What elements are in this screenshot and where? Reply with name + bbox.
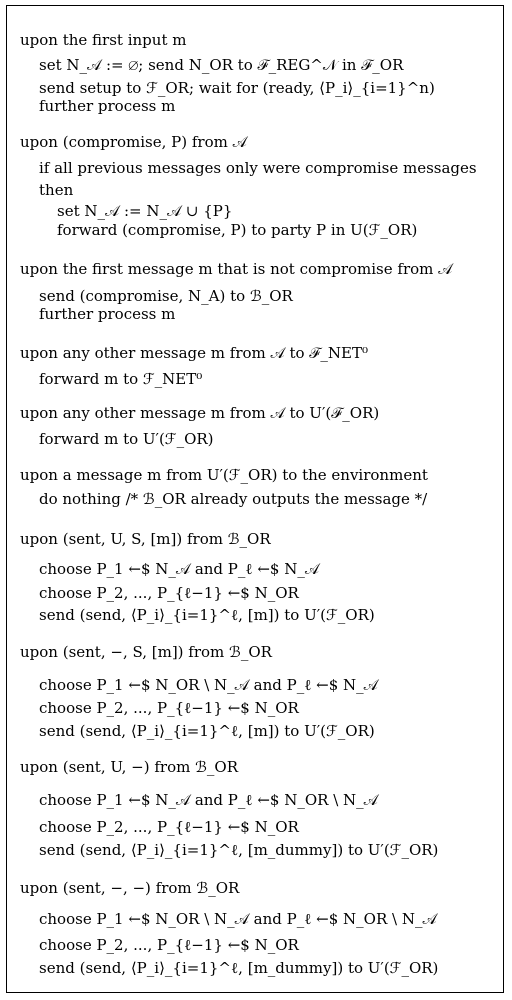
block-9-heading: upon (sent, −, −) from ℬ_OR — [20, 879, 240, 897]
block-2-line-2: further process m — [39, 305, 176, 323]
block-0-line-3: further process m — [39, 97, 176, 115]
block-7-line-2: choose P_2, ..., P_{ℓ−1} ←$ N_OR — [39, 699, 299, 717]
block-2-line-1: send (compromise, N_A) to ℬ_OR — [39, 287, 293, 305]
block-6-line-3: send (send, ⟨P_i⟩_{i=1}^ℓ, [m]) to U′(ℱ_OR) — [39, 606, 375, 624]
block-7-line-3: send (send, ⟨P_i⟩_{i=1}^ℓ, [m]) to U′(ℱ_OR) — [39, 722, 375, 740]
block-8-line-3: send (send, ⟨P_i⟩_{i=1}^ℓ, [m_dummy]) to U′(ℱ_OR) — [39, 841, 439, 859]
block-0-line-2: send setup to ℱ_OR; wait for (ready, ⟨P_i⟩_{i=1}^n) — [39, 79, 435, 97]
block-1-heading: upon (compromise, P) from 𝒜 — [20, 133, 247, 151]
block-1-line-4: forward (compromise, P) to party P in U(ℱ_OR) — [57, 221, 418, 239]
block-6-heading: upon (sent, U, S, [m]) from ℬ_OR — [20, 530, 271, 548]
block-7-heading: upon (sent, −, S, [m]) from ℬ_OR — [20, 643, 272, 661]
block-8-line-2: choose P_2, ..., P_{ℓ−1} ←$ N_OR — [39, 818, 299, 836]
block-1-line-2: then — [39, 181, 74, 199]
block-6-line-1: choose P_1 ←$ N_𝒜 and P_ℓ ←$ N_𝒜 — [39, 560, 320, 578]
block-4-heading: upon any other message m from 𝒜 to U′(ℱ_OR) — [20, 404, 380, 422]
block-0-heading: upon the first input m — [20, 31, 187, 49]
block-1-line-3: set N_𝒜 := N_𝒜 ∪ {P} — [57, 202, 233, 220]
block-8-heading: upon (sent, U, −) from ℬ_OR — [20, 758, 238, 776]
block-5-line-1: do nothing /* ℬ_OR already outputs the message */ — [39, 490, 428, 508]
block-1-line-1: if all previous messages only were compromise messages — [39, 159, 477, 177]
block-2-heading: upon the first message m that is not compromise from 𝒜 — [20, 260, 453, 278]
block-6-line-2: choose P_2, ..., P_{ℓ−1} ←$ N_OR — [39, 584, 299, 602]
block-3-heading: upon any other message m from 𝒜 to ℱ_NET⁰ — [20, 344, 368, 362]
block-8-line-1: choose P_1 ←$ N_𝒜 and P_ℓ ←$ N_OR \ N_𝒜 — [39, 791, 378, 809]
block-9-line-2: choose P_2, ..., P_{ℓ−1} ←$ N_OR — [39, 936, 299, 954]
block-9-line-3: send (send, ⟨P_i⟩_{i=1}^ℓ, [m_dummy]) to U′(ℱ_OR) — [39, 959, 439, 977]
block-0-line-1: set N_𝒜 := ∅; send N_OR to ℱ_REG^𝒩 in ℱ_OR — [39, 56, 404, 74]
block-5-heading: upon a message m from U′(ℱ_OR) to the environment — [20, 466, 428, 484]
block-3-line-1: forward m to ℱ_NET⁰ — [39, 370, 203, 388]
block-9-line-1: choose P_1 ←$ N_OR \ N_𝒜 and P_ℓ ←$ N_OR \ N_𝒜 — [39, 910, 437, 928]
block-7-line-1: choose P_1 ←$ N_OR \ N_𝒜 and P_ℓ ←$ N_𝒜 — [39, 676, 378, 694]
block-4-line-1: forward m to U′(ℱ_OR) — [39, 430, 214, 448]
